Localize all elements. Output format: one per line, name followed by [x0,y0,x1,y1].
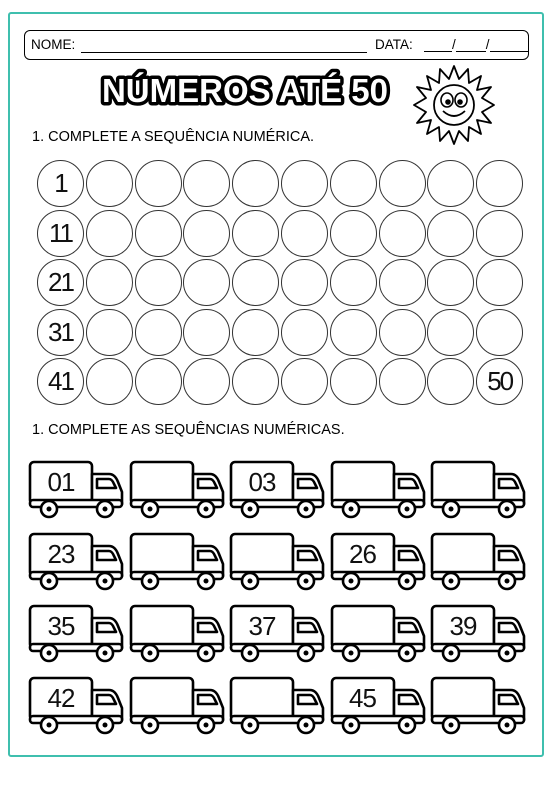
truck-card [27,676,125,736]
truck-number: 45 [349,682,376,713]
sequence-circle: 21 [37,259,84,306]
truck-card[interactable] [329,460,427,520]
sequence-circle[interactable] [330,160,377,207]
sequence-circle[interactable] [379,259,426,306]
sequence-circle[interactable] [281,160,328,207]
truck-card [429,604,527,664]
truck-card[interactable] [429,460,527,520]
truck-number: 35 [47,610,75,641]
sequence-circle[interactable] [379,358,426,405]
sequence-circle[interactable] [281,259,328,306]
truck-number [234,536,290,572]
sequence-circle[interactable] [135,259,182,306]
sequence-circle: 41 [37,358,84,405]
truck-number: 39 [449,610,477,641]
truck-card [329,532,427,592]
truck-number [335,608,391,644]
truck-card[interactable] [429,676,527,736]
instruction-1: 1. COMPLETE A SEQUÊNCIA NUMÉRICA. [32,129,315,145]
sequence-circle: 11 [37,210,84,257]
truck-number [134,608,190,644]
name-field[interactable] [81,52,367,53]
truck-number: 23 [47,538,75,569]
sequence-circle: 31 [37,309,84,356]
truck-card [228,604,326,664]
truck-card [27,460,125,520]
smiling-sun-icon [413,64,495,146]
date-separator: / [452,37,456,52]
instruction-2: 1. COMPLETE AS SEQUÊNCIAS NUMÉRICAS. [32,422,345,438]
date-field[interactable] [424,37,528,52]
sequence-circle[interactable] [379,309,426,356]
sequence-circle[interactable] [379,160,426,207]
truck-number [435,464,491,500]
sequence-circle[interactable] [232,259,279,306]
truck-number [134,680,190,716]
truck-number: 37 [248,610,276,641]
sequence-circle[interactable] [183,309,230,356]
sequence-circle[interactable] [232,160,279,207]
sequence-circle[interactable] [281,210,328,257]
sequence-circle[interactable] [379,210,426,257]
truck-card [228,460,326,520]
truck-card [27,532,125,592]
truck-card[interactable] [128,676,226,736]
sequence-circle[interactable] [330,210,377,257]
truck-card[interactable] [128,532,226,592]
sequence-circle[interactable] [135,160,182,207]
date-separator: / [485,37,490,52]
sequence-circle[interactable] [232,309,279,356]
sequence-circle[interactable] [330,358,377,405]
truck-number [134,464,190,500]
truck-card [27,604,125,664]
truck-card[interactable] [429,532,527,592]
sequence-circle[interactable] [476,309,523,356]
truck-card[interactable] [128,460,226,520]
sequence-circle[interactable] [476,210,523,257]
sequence-circle[interactable] [86,160,133,207]
truck-card[interactable] [228,532,326,592]
truck-card[interactable] [329,604,427,664]
truck-number [435,680,491,716]
page-title [70,66,420,112]
sequence-circle[interactable] [86,309,133,356]
sequence-circle[interactable] [135,358,182,405]
sequence-circle[interactable] [232,358,279,405]
truck-card[interactable] [228,676,326,736]
sequence-circle[interactable] [427,309,474,356]
sequence-circle: 50 [476,358,523,405]
sequence-circle[interactable] [476,160,523,207]
sequence-circle[interactable] [330,259,377,306]
truck-number: 26 [349,538,376,569]
truck-number: 03 [248,466,276,497]
truck-number [335,464,391,500]
header-box [24,30,529,60]
sequence-circle[interactable] [330,309,377,356]
truck-number: 01 [47,466,75,497]
sequence-circle[interactable] [281,309,328,356]
sequence-circle[interactable] [86,259,133,306]
sequence-circle[interactable] [86,210,133,257]
title-text: NÚMEROS ATÉ 50 [101,72,389,109]
truck-number [435,536,491,572]
truck-card[interactable] [128,604,226,664]
sequence-circle[interactable] [232,210,279,257]
sequence-circle[interactable] [476,259,523,306]
truck-number [234,680,290,716]
truck-number: 42 [47,682,75,713]
sequence-circle[interactable] [135,210,182,257]
name-label: NOME: [31,37,76,52]
sequence-circle[interactable] [183,210,230,257]
sequence-circle: 1 [37,160,84,207]
sequence-circle[interactable] [135,309,182,356]
truck-card [329,676,427,736]
truck-number [134,536,190,572]
sequence-circle[interactable] [86,358,133,405]
sequence-circle[interactable] [427,210,474,257]
sequence-circle[interactable] [281,358,328,405]
date-label: DATA: [375,37,413,52]
